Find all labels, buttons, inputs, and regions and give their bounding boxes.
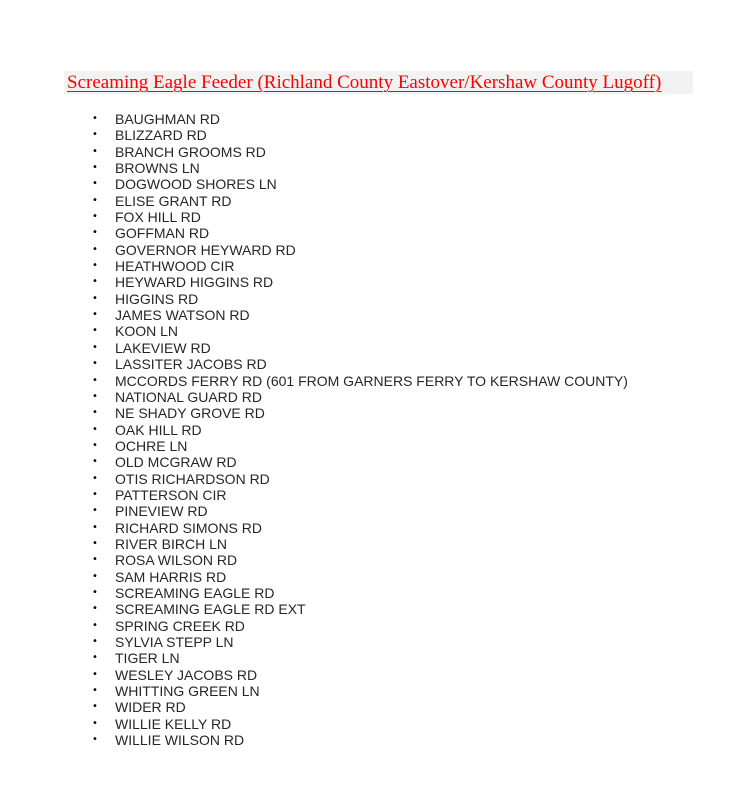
road-name: RIVER BIRCH LN (115, 535, 228, 552)
bullet-icon: • (92, 407, 98, 419)
bullet-icon: • (92, 488, 98, 500)
road-name: WHITTING GREEN LN (115, 683, 260, 700)
bullet-icon: • (92, 668, 98, 680)
road-name: PATTERSON CIR (115, 486, 227, 503)
bullet-icon: • (92, 358, 98, 370)
bullet-icon: • (92, 619, 98, 631)
bullet-icon: • (92, 521, 98, 533)
road-name: BLIZZARD RD (115, 127, 207, 144)
road-name: WILLIE WILSON RD (115, 732, 245, 749)
bullet-icon: • (92, 325, 98, 337)
bullet-icon: • (92, 701, 98, 713)
bullet-icon: • (92, 113, 98, 124)
bullet-icon: • (92, 211, 98, 223)
road-name: ROSA WILSON RD (115, 552, 238, 569)
feeder-heading: Screaming Eagle Feeder (Richland County Eastover/Kershaw County Lugoff) (67, 72, 662, 93)
bullet-icon: • (92, 537, 98, 549)
bullet-icon: • (92, 439, 98, 451)
bullet-icon: • (92, 292, 98, 304)
road-name: GOFFMAN RD (115, 225, 210, 242)
bullet-icon: • (92, 276, 98, 288)
road-name: BRANCH GROOMS RD (115, 143, 266, 160)
road-name: BAUGHMAN RD (115, 111, 221, 127)
road-name: WILLIE KELLY RD (115, 715, 232, 732)
bullet-icon: • (92, 341, 98, 353)
road-name: NATIONAL GUARD RD (115, 388, 263, 405)
road-name: TIGER LN (115, 650, 180, 667)
road-name: ELISE GRANT RD (115, 192, 232, 209)
road-name: OTIS RICHARDSON RD (115, 470, 270, 487)
road-name: NE SHADY GROVE RD (115, 405, 265, 422)
bullet-icon: • (92, 685, 98, 697)
road-name: HEYWARD HIGGINS RD (115, 274, 274, 291)
bullet-icon: • (92, 194, 98, 206)
bullet-icon: • (92, 178, 98, 190)
road-name: OAK HILL RD (115, 421, 202, 438)
bullet-icon: • (92, 260, 98, 272)
road-name: SAM HARRIS RD (115, 568, 227, 585)
road-name: KOON LN (115, 323, 179, 340)
bullet-icon: • (92, 374, 98, 386)
road-name: WESLEY JACOBS RD (115, 666, 258, 683)
road-name: LAKEVIEW RD (115, 339, 211, 356)
road-name: SPRING CREEK RD (115, 617, 245, 634)
road-name: JAMES WATSON RD (115, 307, 250, 324)
bullet-icon: • (92, 636, 98, 647)
bullet-icon: • (92, 554, 98, 566)
road-name: BROWNS LN (115, 160, 200, 177)
bullet-icon: • (92, 129, 98, 141)
road-name: FOX HILL RD (115, 209, 201, 226)
road-name: HIGGINS RD (115, 290, 199, 307)
bullet-icon: • (92, 603, 98, 615)
road-name: OCHRE LN (115, 437, 188, 454)
bullet-icon: • (92, 570, 98, 582)
road-name: SCREAMING EAGLE RD EXT (115, 601, 306, 618)
bullet-icon: • (92, 162, 98, 174)
bullet-icon: • (92, 309, 98, 321)
bullet-icon: • (92, 243, 98, 255)
bullet-icon: • (92, 652, 98, 664)
road-name: WIDER RD (115, 699, 186, 716)
road-name: GOVERNOR HEYWARD RD (115, 241, 296, 258)
road-name: MCCORDS FERRY RD (601 FROM GARNERS FERRY TO KERSHAW COUNTY) (115, 372, 628, 389)
bullet-icon: • (92, 390, 98, 402)
bullet-icon: • (92, 717, 98, 729)
bullet-icon: • (92, 227, 98, 239)
road-name: RICHARD SIMONS RD (115, 519, 263, 536)
road-name: OLD MCGRAW RD (115, 454, 237, 471)
road-name: SYLVIA STEPP LN (115, 634, 234, 650)
bullet-icon: • (92, 423, 98, 435)
road-name: HEATHWOOD CIR (115, 258, 235, 275)
road-name: DOGWOOD SHORES LN (115, 176, 277, 193)
road-name: SCREAMING EAGLE RD (115, 584, 275, 601)
bullet-icon: • (92, 472, 98, 484)
bullet-icon: • (92, 456, 98, 468)
bullet-icon: • (92, 586, 98, 598)
road-name: LASSITER JACOBS RD (115, 356, 267, 373)
bullet-icon: • (92, 145, 98, 157)
road-name: PINEVIEW RD (115, 503, 208, 520)
bullet-icon: • (92, 505, 98, 517)
bullet-icon: • (92, 734, 98, 746)
